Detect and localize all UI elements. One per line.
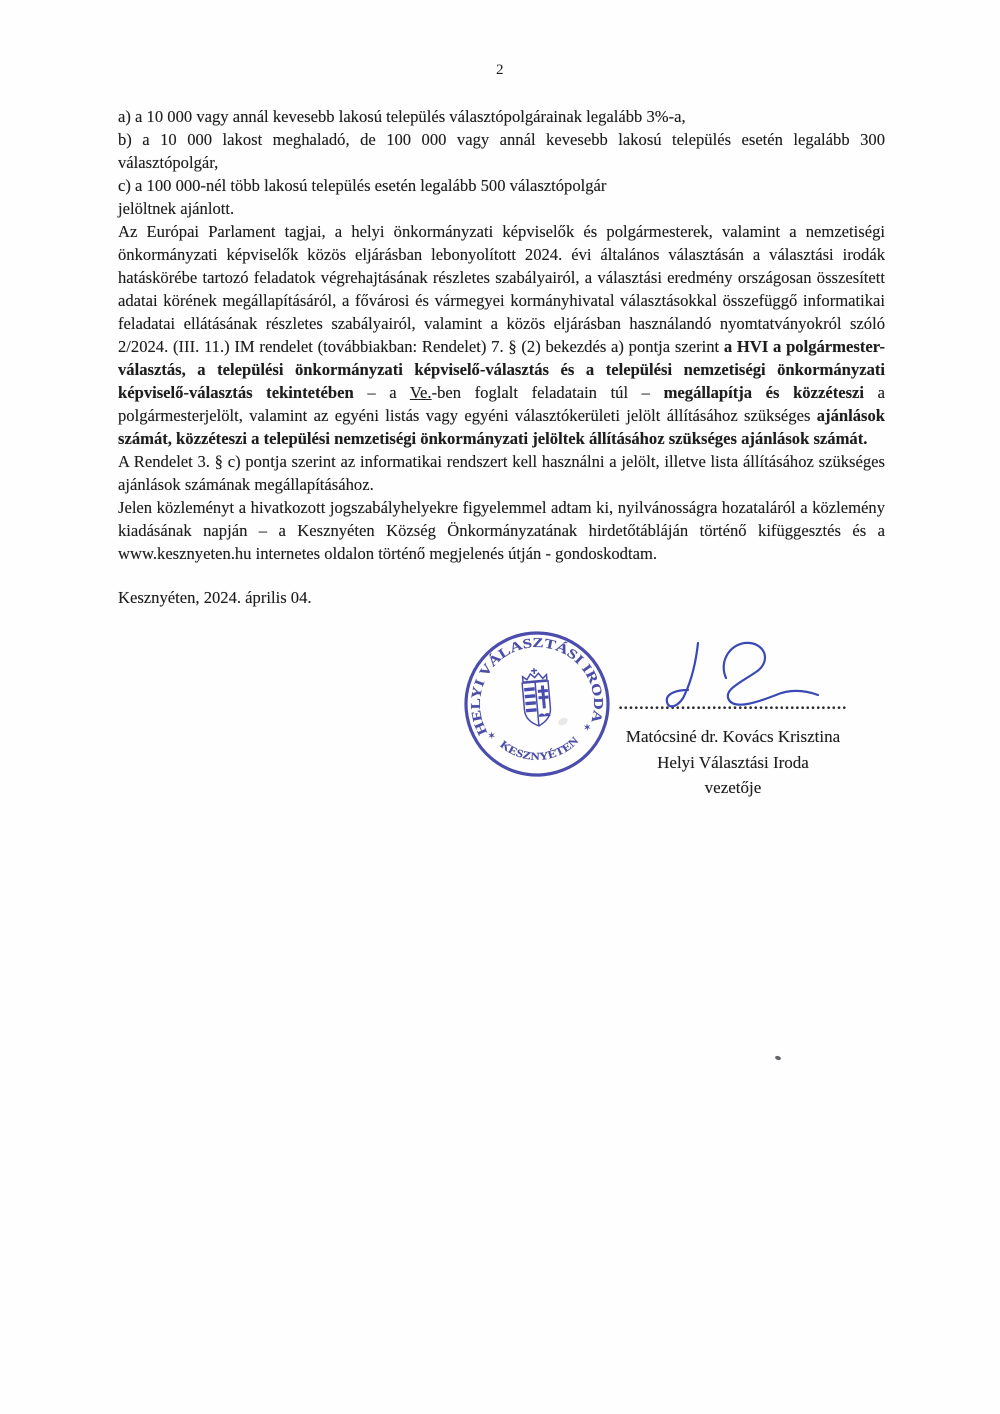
list-item-b: b) a 10 000 lakost meghaladó, de 100 000 vagy annál kevesebb lakosú település esetén legalább 300 választópolgár, xyxy=(118,130,885,172)
emphasized-text: ajánlások számát, közzéteszi a települési nemzetiségi önkormányzati jelöltek állításához szükséges ajánlások számát. xyxy=(118,406,885,448)
coat-of-arms-icon xyxy=(521,667,552,727)
signer-name: Matócsiné dr. Kovács Krisztina xyxy=(625,727,841,746)
body-text: A Rendelet 3. § c) pontja szerint az informatikai rendszert kell használni a jelölt, illetve lista állításához szükséges ajánlások számának megállapításához. xyxy=(118,452,885,494)
signature-block xyxy=(588,629,878,801)
body-text: – a xyxy=(353,383,410,402)
list-closing-line: jelöltnek ajánlott. xyxy=(118,199,235,218)
list-item-a: a) a 10 000 vagy annál kevesebb lakosú település választópolgárainak legalább 3%-a, xyxy=(118,107,686,126)
it-system-paragraph xyxy=(118,450,885,496)
date-line: Kesznyéten, 2024. április 04. xyxy=(118,588,312,607)
emphasized-text: a HVI a polgármester-választás, a települési önkormányzati képviselő-választás és a települési nemzetiségi önkormányzati képviselő-választás tekintetében xyxy=(118,337,885,402)
seal-text-bottom: KESZNYÉTEN xyxy=(497,735,581,764)
body-text: Jelen közleményt a hivatkozott jogszabályhelyekre figyelemmel adtam ki, nyilvánosságra hozataláról a közlemény kiadásának napján – a Kesznyéten Község Önkormányzatának hirdetőtábláján történő kifüggesztés és a www.kesznyeten.hu internetes oldalon történő megjelenés útján - gondoskodtam. xyxy=(118,498,885,563)
document-body xyxy=(0,79,1000,849)
seal-text-top: HELYI VÁLASZTÁSI IRODA xyxy=(467,635,607,738)
list-item-c: c) a 100 000-nél több lakosú település esetén legalább 500 választópolgár xyxy=(118,176,607,195)
signer-organization: Helyi Választási Iroda xyxy=(657,752,809,772)
legal-basis-paragraph xyxy=(118,220,885,450)
body-text: -ben foglalt feladatain túl – xyxy=(431,383,664,402)
emphasized-text: megállapítja és közzéteszi xyxy=(663,383,865,402)
publication-paragraph xyxy=(118,496,885,565)
recommendation-thresholds-list xyxy=(118,105,885,220)
underlined-text: Ve. xyxy=(409,383,432,402)
svg-text:KESZNYÉTEN xyxy=(497,732,583,767)
signature-dotted-line: ............................................ xyxy=(618,696,848,713)
seal-star-right-icon: ✶ xyxy=(582,722,592,735)
seal-star-left-icon: ✶ xyxy=(487,730,497,743)
signer-title: vezetője xyxy=(704,778,762,797)
signature-area xyxy=(118,629,885,849)
page-number: 2 xyxy=(496,62,504,78)
body-text: a polgármesterjelölt, valamint az egyéni listás vagy egyéni választókerületi jelölt állításához szükséges xyxy=(118,383,885,425)
body-text: Az Európai Parlament tagjai, a helyi önkormányzati képviselők és polgármesterek, valamint a nemzetiségi önkormányzati képviselők közös eljárásban lebonyolított 2024. évi általános választásán a választási irodák hatáskörébe tartozó feladatok végrehajtásának részletes szabályairól, a választási eredmény országosan összesített adatai körének megállapításáról, a fővárosi és vármegyei kormányhivatal választásokkal összefüggő informatikai feladatai ellátásának részletes szabályairól, valamint a közös eljárásban használandó nyomtatványokról szóló 2/2024. (III. 11.) IM rendelet (továbbiakban: Rendelet) 7. § (2) bekezdés a) pontja szerint xyxy=(118,222,885,356)
scan-artifact xyxy=(774,1055,781,1061)
